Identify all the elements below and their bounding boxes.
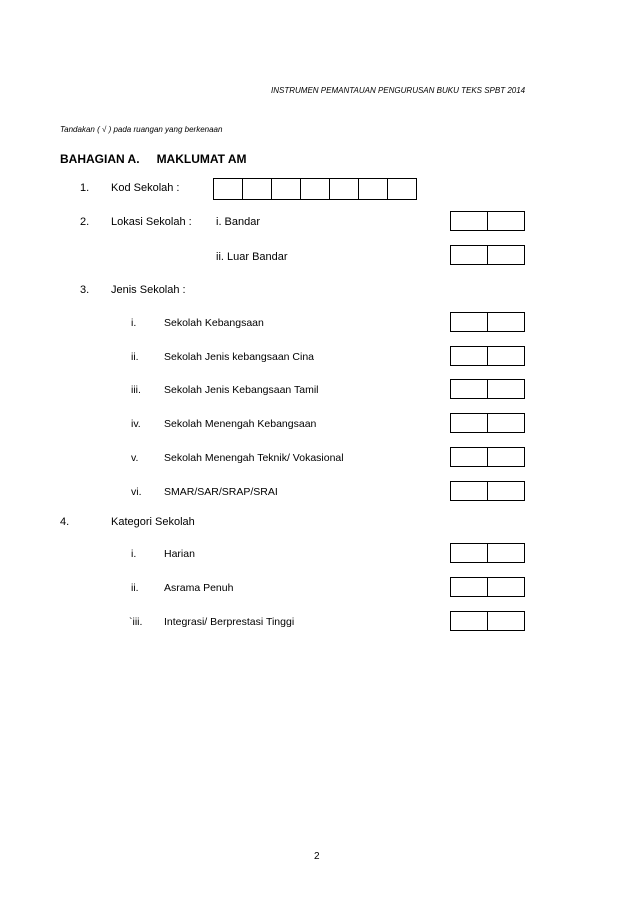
checkbox-cell[interactable]: [450, 481, 488, 501]
q3-item-number: ii.: [131, 351, 139, 363]
integrasi-checkbox[interactable]: [450, 611, 524, 631]
q3-item-number: v.: [131, 452, 139, 464]
checkbox-cell[interactable]: [450, 611, 488, 631]
school-code-box[interactable]: [300, 178, 330, 200]
checkbox-cell[interactable]: [487, 346, 525, 366]
school-code-box[interactable]: [271, 178, 301, 200]
q4-item-number: ii.: [131, 582, 139, 594]
sjk-cina-checkbox[interactable]: [450, 346, 524, 366]
section-name: MAKLUMAT AM: [156, 152, 247, 166]
q3-item-label: Sekolah Jenis kebangsaan Cina: [164, 351, 315, 363]
bandar-checkbox[interactable]: [450, 211, 524, 231]
school-code-boxes: [213, 178, 416, 200]
smar-checkbox[interactable]: [450, 481, 524, 501]
location-option-luar-bandar: ii. Luar Bandar: [216, 251, 288, 263]
checkbox-cell[interactable]: [450, 413, 488, 433]
checkbox-cell[interactable]: [487, 577, 525, 597]
q3-item-label: Sekolah Menengah Kebangsaan: [164, 418, 317, 430]
smk-checkbox[interactable]: [450, 413, 524, 433]
checkbox-cell[interactable]: [487, 245, 525, 265]
checkbox-cell[interactable]: [487, 379, 525, 399]
school-code-box[interactable]: [213, 178, 243, 200]
section-title: [60, 152, 247, 166]
q1-label: Kod Sekolah :: [111, 182, 180, 194]
smt-vokasional-checkbox[interactable]: [450, 447, 524, 467]
harian-checkbox[interactable]: [450, 543, 524, 563]
q3-item-number: iv.: [131, 418, 141, 430]
checkbox-cell[interactable]: [450, 379, 488, 399]
section-code: BAHAGIAN A.: [60, 152, 140, 166]
sjk-tamil-checkbox[interactable]: [450, 379, 524, 399]
page-number: 2: [314, 851, 320, 862]
checkbox-cell[interactable]: [487, 543, 525, 563]
q4-item-label: Integrasi/ Berprestasi Tinggi: [164, 616, 295, 628]
location-option-bandar: i. Bandar: [216, 216, 261, 228]
instruction-text: Tandakan ( √ ) pada ruangan yang berkenaan: [60, 125, 223, 134]
q3-item-label: Sekolah Menengah Teknik/ Vokasional: [164, 452, 344, 464]
checkbox-cell[interactable]: [450, 211, 488, 231]
q3-label: Jenis Sekolah :: [111, 284, 186, 296]
checkbox-cell[interactable]: [487, 312, 525, 332]
q4-label: Kategori Sekolah: [111, 516, 195, 528]
q3-item-label: Sekolah Jenis Kebangsaan Tamil: [164, 384, 319, 396]
q4-number: 4.: [60, 516, 70, 528]
q4-item-number: `iii.: [129, 616, 143, 628]
sekolah-kebangsaan-checkbox[interactable]: [450, 312, 524, 332]
school-code-box[interactable]: [358, 178, 388, 200]
q3-item-number: vi.: [131, 486, 142, 498]
q3-item-number: i.: [131, 317, 137, 329]
q3-item-label: Sekolah Kebangsaan: [164, 317, 264, 329]
q2-number: 2.: [80, 216, 90, 228]
checkbox-cell[interactable]: [450, 577, 488, 597]
asrama-penuh-checkbox[interactable]: [450, 577, 524, 597]
q4-item-number: i.: [131, 548, 137, 560]
q3-number: 3.: [80, 284, 90, 296]
checkbox-cell[interactable]: [487, 413, 525, 433]
q3-item-label: SMAR/SAR/SRAP/SRAI: [164, 486, 278, 498]
checkbox-cell[interactable]: [450, 245, 488, 265]
q4-item-label: Harian: [164, 548, 195, 560]
checkbox-cell[interactable]: [487, 611, 525, 631]
q1-number: 1.: [80, 182, 90, 194]
q4-item-label: Asrama Penuh: [164, 582, 234, 594]
checkbox-cell[interactable]: [450, 543, 488, 563]
luar-bandar-checkbox[interactable]: [450, 245, 524, 265]
checkbox-cell[interactable]: [487, 447, 525, 467]
page-header: INSTRUMEN PEMANTAUAN PENGURUSAN BUKU TEKS SPBT 2014: [271, 86, 526, 95]
checkbox-cell[interactable]: [450, 447, 488, 467]
q3-item-number: iii.: [131, 384, 141, 396]
checkbox-cell[interactable]: [487, 211, 525, 231]
school-code-box[interactable]: [242, 178, 272, 200]
checkbox-cell[interactable]: [450, 346, 488, 366]
checkbox-cell[interactable]: [450, 312, 488, 332]
school-code-box[interactable]: [387, 178, 417, 200]
q2-label: Lokasi Sekolah :: [111, 216, 192, 228]
school-code-box[interactable]: [329, 178, 359, 200]
checkbox-cell[interactable]: [487, 481, 525, 501]
